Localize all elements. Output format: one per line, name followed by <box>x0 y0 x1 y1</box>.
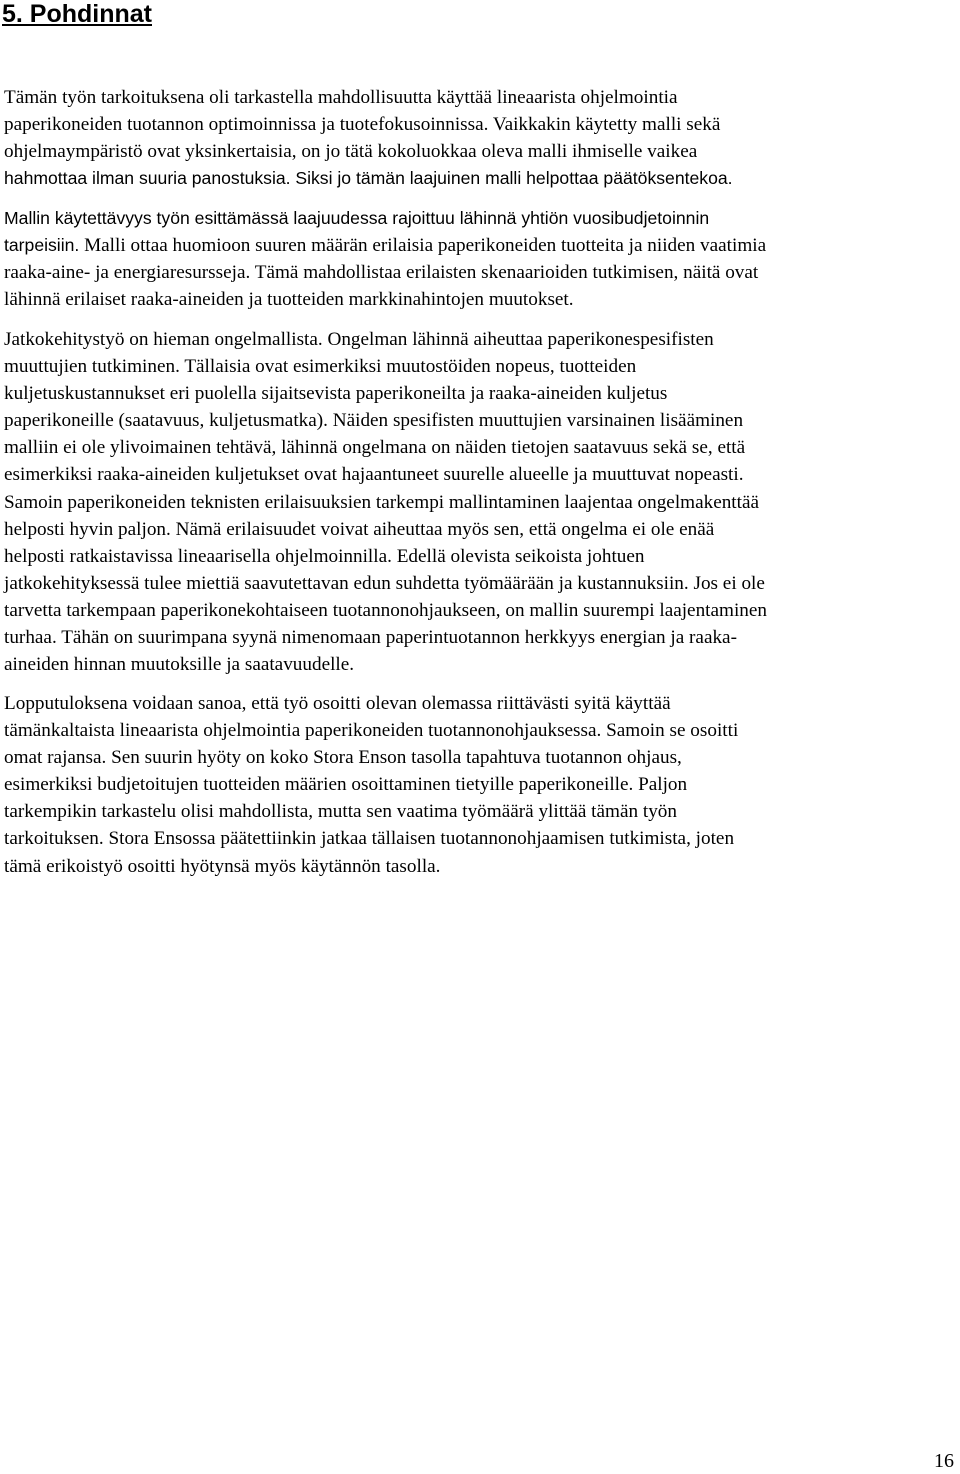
paragraph-further-development <box>4 326 767 678</box>
paragraph-conclusion <box>4 690 738 880</box>
text-line: paperikoneille (saatavuus, kuljetusmatka). Näiden spesifisten muuttujien varsinainen lisääminen <box>4 410 744 432</box>
text-line: muuttujien tutkiminen. Tällaisia ovat esimerkiksi muutostöiden nopeus, tuotteiden <box>4 356 637 378</box>
text-line: Mallin käytettävyys työn esittämässä laajuudessa rajoittuu lähinnä yhtiön vuosibudjetoinnin <box>4 208 710 228</box>
text-line: esimerkiksi budjetoitujen tuotteiden määrien osoittaminen tietyille paperikoneille. Paljon <box>4 774 688 796</box>
text-fragment: tarpeisiin. <box>4 235 80 256</box>
text-line: helposti hyvin paljon. Nämä erilaisuudet voivat aiheuttaa myös sen, että ongelma ei ole enää <box>4 518 715 540</box>
text-line: jatkokehityksessä tulee miettiä saavutettavan edun suhdetta työmäärään ja kustannuksiin. Jos ei ole <box>4 572 765 594</box>
text-line: turhaa. Tähän on suurimpana syynä nimenomaan paperintuotannon herkkyys energian ja raaka- <box>4 627 737 649</box>
text-line: tämänkaltaista lineaarista ohjelmointia paperikoneiden tuotannonohjauksessa. Samoin se osoitti <box>4 720 739 742</box>
paragraph-usability <box>4 205 766 313</box>
text-line: ohjelmaympäristö ovat yksinkertaisia, on jo tätä kokoluokkaa oleva malli ihmiselle vaikea <box>4 141 698 163</box>
text-line: tarvetta tarkempaan paperikonekohtaiseen tuotannonohjaukseen, on mallin suurempi laajentaminen <box>4 599 767 621</box>
text-line: lähinnä erilaiset raaka-aineiden ja tuotteiden markkinahintojen muutokset. <box>4 289 574 311</box>
text-line: esimerkiksi raaka-aineiden kuljetukset ovat hajaantuneet suurelle alueelle ja muuttuvat nopeasti. <box>4 464 744 486</box>
section-heading: 5. Pohdinnat <box>2 0 152 28</box>
text-line: Lopputuloksena voidaan sanoa, että työ osoitti olevan olemassa riittävästi syitä käyttää <box>4 693 671 714</box>
paragraph-purpose <box>4 84 733 192</box>
text-line <box>4 259 766 286</box>
page-number: 16 <box>934 1450 954 1472</box>
text-line <box>4 232 766 259</box>
text-line: paperikoneiden tuotannon optimoinnissa ja tuotefokusoinnissa. Vaikkakin käytetty malli sekä <box>4 114 721 136</box>
text-fragment: raaka-aine- ja energiaresursseja. <box>4 262 251 284</box>
text-line: malliin ei ole ylivoimainen tehtävä, lähinnä ongelmana on näiden tietojen saatavuus sekä se, että <box>4 437 746 459</box>
text-fragment: Malli ottaa huomioon suuren määrän erilaisia paperikoneiden tuotteita ja niiden vaatimia <box>84 235 767 257</box>
text-line: kuljetuskustannukset eri puolella sijaitsevista paperikoneilta ja raaka-aineiden kuljetus <box>4 383 668 405</box>
text-fragment: Siksi jo tämän laajuinen malli helpottaa päätöksentekoa. <box>295 168 733 189</box>
text-line: helposti ratkaistavissa lineaarisella ohjelmoinnilla. Edellä olevista seikoista johtuen <box>4 545 645 567</box>
text-line: Tämän työn tarkoituksena oli tarkastella mahdollisuutta käyttää lineaarista ohjelmointia <box>4 87 678 108</box>
text-fragment: Tämä mahdollistaa erilaisten skenaarioiden tutkimisen, näitä ovat <box>254 262 759 284</box>
text-line: tarkoituksen. Stora Ensossa päätettiinkin jatkaa tällaisen tuotannonohjaamisen tutkimista, joten <box>4 828 735 850</box>
text-line: Samoin paperikoneiden teknisten erilaisuuksien tarkempi mallintaminen laajentaa ongelmakenttää <box>4 491 759 513</box>
text-line: tarkempikin tarkastelu olisi mahdollista, mutta sen vaatima työmäärä ylittää tämän työn <box>4 801 677 823</box>
text-line: tämä erikoistyö osoitti hyötynsä myös käytännön tasolla. <box>4 855 441 877</box>
text-fragment: hahmottaa ilman suuria panostuksia. <box>4 168 291 189</box>
text-line <box>4 165 733 192</box>
text-line: Jatkokehitystyö on hieman ongelmallista. Ongelman lähinnä aiheuttaa paperikonespesifisten <box>4 329 714 350</box>
text-line: omat rajansa. Sen suurin hyöty on koko Stora Enson tasolla tapahtuva tuotannon ohjaus, <box>4 747 682 769</box>
text-line: aineiden hinnan muutoksille ja saatavuudelle. <box>4 654 355 676</box>
